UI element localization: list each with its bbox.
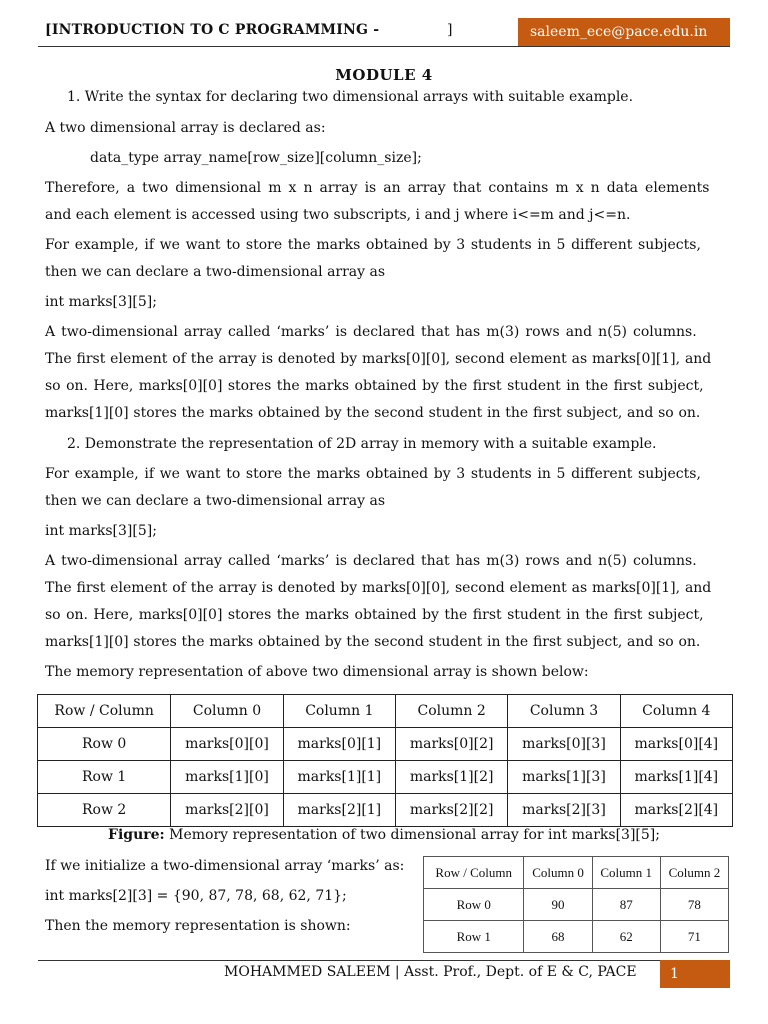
question-2: 2. Demonstrate the representation of 2D array in memory with a suitable example. xyxy=(67,436,657,452)
table-cell: marks[1][1] xyxy=(283,761,395,794)
header-title xyxy=(45,22,465,38)
table-cell: marks[0][1] xyxy=(283,728,395,761)
q1-p1-line1: Therefore, a two dimensional m x n array is an array that contains m x n data elements xyxy=(45,180,710,196)
table-row xyxy=(38,794,733,827)
table-cell: Row 1 xyxy=(38,761,171,794)
table-header-cell: Row / Column xyxy=(38,695,171,728)
table-header-cell: Column 0 xyxy=(171,695,283,728)
table-header-cell: Column 1 xyxy=(283,695,395,728)
table-row xyxy=(38,728,733,761)
init-line1: If we initialize a two-dimensional array ‘marks’ as: xyxy=(45,858,405,874)
table-cell: 62 xyxy=(592,921,660,953)
header-bracket-left: [ xyxy=(45,22,52,38)
table-cell: 71 xyxy=(660,921,728,953)
table-header-cell: Column 1 xyxy=(592,857,660,889)
q2-p2-line1: A two-dimensional array called ‘marks’ is declared that has m(3) rows and n(5) columns. xyxy=(45,553,697,569)
table-header-cell: Row / Column xyxy=(424,857,524,889)
table-cell: marks[2][2] xyxy=(396,794,508,827)
table-cell: 90 xyxy=(524,889,592,921)
module-title: MODULE 4 xyxy=(335,66,433,84)
table-cell: marks[1][2] xyxy=(396,761,508,794)
q1-p2-line1: For example, if we want to store the marks obtained by 3 students in 5 different subjects, xyxy=(45,237,701,253)
q2-p2-line2: The first element of the array is denoted by marks[0][0], second element as marks[0][1], and xyxy=(45,580,712,596)
q1-intro: A two dimensional array is declared as: xyxy=(45,120,326,136)
table-header-cell: Column 4 xyxy=(620,695,732,728)
table-cell: marks[1][0] xyxy=(171,761,283,794)
table-header-row xyxy=(38,695,733,728)
table-header-row xyxy=(424,857,729,889)
table-cell: marks[1][3] xyxy=(508,761,620,794)
table-cell: 87 xyxy=(592,889,660,921)
q1-p3-line1: A two-dimensional array called ‘marks’ is declared that has m(3) rows and n(5) columns. xyxy=(45,324,697,340)
q1-p1-line2: and each element is accessed using two subscripts, i and j where i<=m and j<=n. xyxy=(45,207,631,223)
initialized-array-table xyxy=(423,856,729,953)
table-cell: marks[0][2] xyxy=(396,728,508,761)
q1-syntax: data_type array_name[row_size][column_size]; xyxy=(90,150,422,166)
table-cell: marks[1][4] xyxy=(620,761,732,794)
table-cell: marks[2][0] xyxy=(171,794,283,827)
q2-p2-line4: marks[1][0] stores the marks obtained by the second student in the first subject, and so on. xyxy=(45,634,701,650)
table-cell: 78 xyxy=(660,889,728,921)
table-row xyxy=(424,889,729,921)
table-cell: marks[2][1] xyxy=(283,794,395,827)
table-cell: Row 1 xyxy=(424,921,524,953)
q1-declaration: int marks[3][5]; xyxy=(45,294,157,310)
q1-p3-line3: so on. Here, marks[0][0] stores the marks obtained by the first student in the first subject, xyxy=(45,378,704,394)
figure-label: Figure: xyxy=(108,827,165,843)
table-cell: Row 0 xyxy=(424,889,524,921)
header-bracket-right: ] xyxy=(447,22,453,38)
q2-memory-intro: The memory representation of above two dimensional array is shown below: xyxy=(45,664,589,680)
figure-caption-text: Memory representation of two dimensional array for int marks[3][5]; xyxy=(169,827,660,843)
header-divider xyxy=(38,46,730,47)
table-row xyxy=(38,761,733,794)
table-header-cell: Column 2 xyxy=(396,695,508,728)
q2-p1-line1: For example, if we want to store the marks obtained by 3 students in 5 different subjects, xyxy=(45,466,701,482)
q2-p2-line3: so on. Here, marks[0][0] stores the marks obtained by the first student in the first subject, xyxy=(45,607,704,623)
table-cell: marks[0][4] xyxy=(620,728,732,761)
q1-p2-line2: then we can declare a two-dimensional array as xyxy=(45,264,386,280)
header-course-title: INTRODUCTION TO C PROGRAMMING - xyxy=(51,22,380,38)
table-cell: marks[2][3] xyxy=(508,794,620,827)
page-number: 1 xyxy=(660,960,730,988)
q2-declaration: int marks[3][5]; xyxy=(45,523,157,539)
figure-caption xyxy=(0,827,768,843)
table-cell: marks[0][0] xyxy=(171,728,283,761)
table-cell: 68 xyxy=(524,921,592,953)
table-cell: marks[0][3] xyxy=(508,728,620,761)
header-email-badge: saleem_ece@pace.edu.in xyxy=(518,18,730,46)
init-line2: int marks[2][3] = {90, 87, 78, 68, 62, 71}; xyxy=(45,888,347,904)
table-header-cell: Column 0 xyxy=(524,857,592,889)
footer-author: MOHAMMED SALEEM | Asst. Prof., Dept. of E & C, PACE xyxy=(224,964,637,980)
q1-p3-line2: The first element of the array is denoted by marks[0][0], second element as marks[0][1], and xyxy=(45,351,712,367)
table-row xyxy=(424,921,729,953)
footer-divider xyxy=(38,960,730,961)
q1-p3-line4: marks[1][0] stores the marks obtained by the second student in the first subject, and so on. xyxy=(45,405,701,421)
table-header-cell: Column 2 xyxy=(660,857,728,889)
table-cell: marks[2][4] xyxy=(620,794,732,827)
table-cell: Row 0 xyxy=(38,728,171,761)
table-cell: Row 2 xyxy=(38,794,171,827)
question-1: 1. Write the syntax for declaring two dimensional arrays with suitable example. xyxy=(67,89,634,105)
q2-p1-line2: then we can declare a two-dimensional array as xyxy=(45,493,386,509)
table-header-cell: Column 3 xyxy=(508,695,620,728)
init-line3: Then the memory representation is shown: xyxy=(45,918,351,934)
memory-representation-table xyxy=(37,694,733,827)
